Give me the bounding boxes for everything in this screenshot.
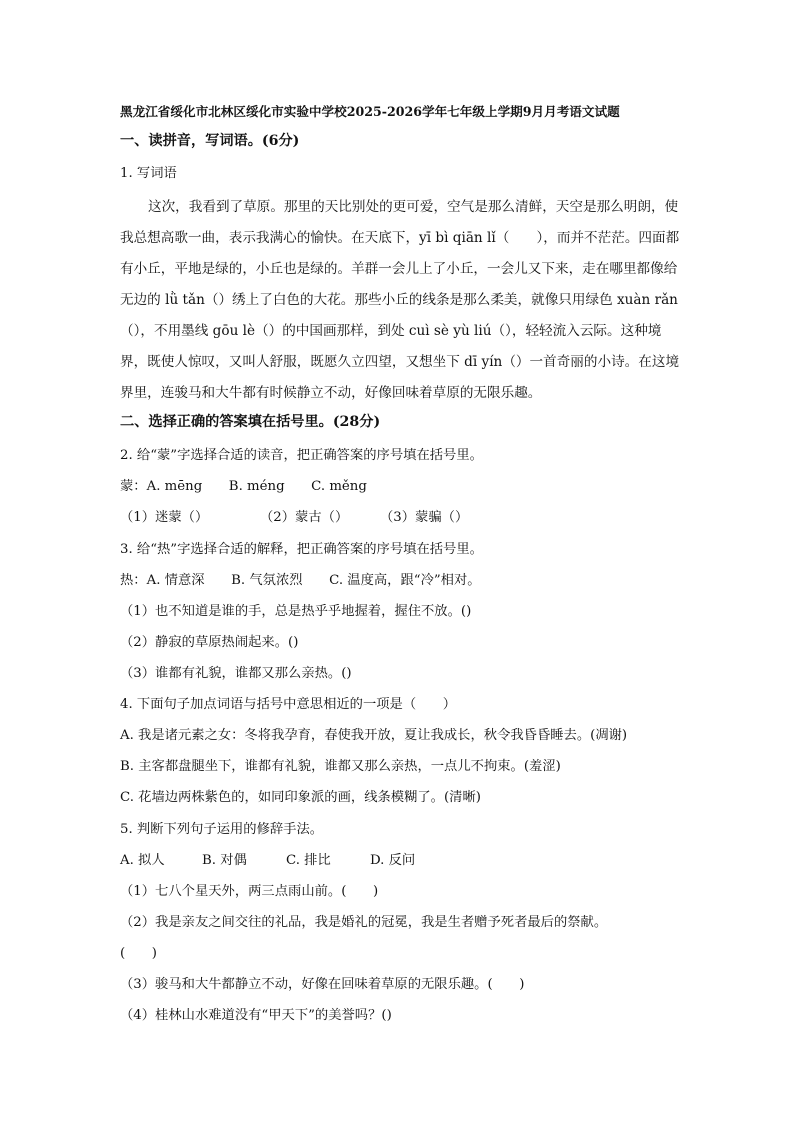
passage-text: 这次，我看到了草原。那里的天比别处的更可爱，空气是那么清鲜，天空是那么明朗，使我总想高歌一曲，表示我满心的愉快。在天底下，yī bì qiān lǐ（ ），而并不茫茫。四面都有小丘，平地是绿的，小丘也是绿的。羊群一会儿上了小丘，一会儿又下来，走在哪里都像给无边的 lǜ tǎn（）绣上了白色的大花。那些小丘的线条是那么柔美，就像只用绿色 xuàn rǎn（），不用墨线 gōu lè（）的中国画那样，到处 cuì sè yù liú（），轻轻流入云际。这种境界，既使人惊叹，又叫人舒服，既愿久立四望，又想坐下 dī yín（）一首奇丽的小诗。在这境界里，连骏马和大牛都有时候静立不动，好像回味着草原的无限乐趣。 [120,199,680,401]
question-2-title: 2. 给“蒙”字选择合适的读音，把正确答案的序号填在括号里。 [120,448,483,463]
q5-item: （2）我是亲友之间交往的礼品，我是婚礼的冠冕，我是生者赠予死者最后的祭献。 [120,915,608,930]
q5-item: （4）桂林山水难道没有“甲天下”的美誉吗？() [120,1008,392,1023]
q5-option: D. 反问 [370,853,416,868]
q3-item: （3）谁都有礼貌，谁都又那么亲热。() [120,666,352,681]
q2-item: （2）蒙古（） [260,510,349,525]
q5-item: ( ) [120,946,157,961]
question-4-title: 4. 下面句子加点词语与括号中意思相近的一项是（ ） [120,697,457,712]
question-3-options: 热：A. 情意深 B. 气氛浓烈 C. 温度高，跟“冷”相对。 [120,573,481,588]
q5-option: B. 对偶 [202,853,247,868]
q5-option: C. 排比 [286,853,331,868]
q4-option: B. 主客都盘腿坐下，谁都有礼貌，谁都又那么亲热，一点儿不拘束。(羞涩) [120,759,561,774]
q2-item: （3）蒙骗（） [380,510,469,525]
q3-item: （1）也不知道是谁的手，总是热乎乎地握着，握住不放。() [120,604,472,619]
question-1-title: 1. 写词语 [120,166,177,181]
q5-item: （3）骏马和大牛都静立不动，好像在回味着草原的无限乐趣。( ) [120,977,525,992]
q3-item: （2）静寂的草原热闹起来。() [120,635,299,650]
question-2-items [120,508,468,528]
question-5-options [120,851,415,871]
section-1-heading: 一、读拼音，写词语。(6分) [120,133,300,149]
q4-option: A. 我是诸元素之女：冬将我孕育，春使我开放，夏让我成长，秋令我昏昏睡去。(凋谢) [120,728,628,743]
q2-item: （1）迷蒙（） [120,510,209,525]
q4-option: C. 花墙边两株紫色的，如同印象派的画，线条模糊了。(清晰) [120,790,481,805]
q5-item: （1）七八个星天外，两三点雨山前。( ) [120,884,379,899]
question-1-passage [120,192,680,409]
question-2-options: 蒙：A. mēng B. méng C. měng [120,479,367,494]
question-5-title: 5. 判断下列句子运用的修辞手法。 [120,822,324,837]
section-2-heading: 二、选择正确的答案填在括号里。(28分) [120,414,381,430]
question-3-title: 3. 给“热”字选择合适的解释，把正确答案的序号填在括号里。 [120,542,483,557]
q5-option: A. 拟人 [120,853,165,868]
exam-title: 黑龙江省绥化市北林区绥化市实验中学校2025-2026学年七年级上学期9月月考语文试题 [120,104,620,119]
